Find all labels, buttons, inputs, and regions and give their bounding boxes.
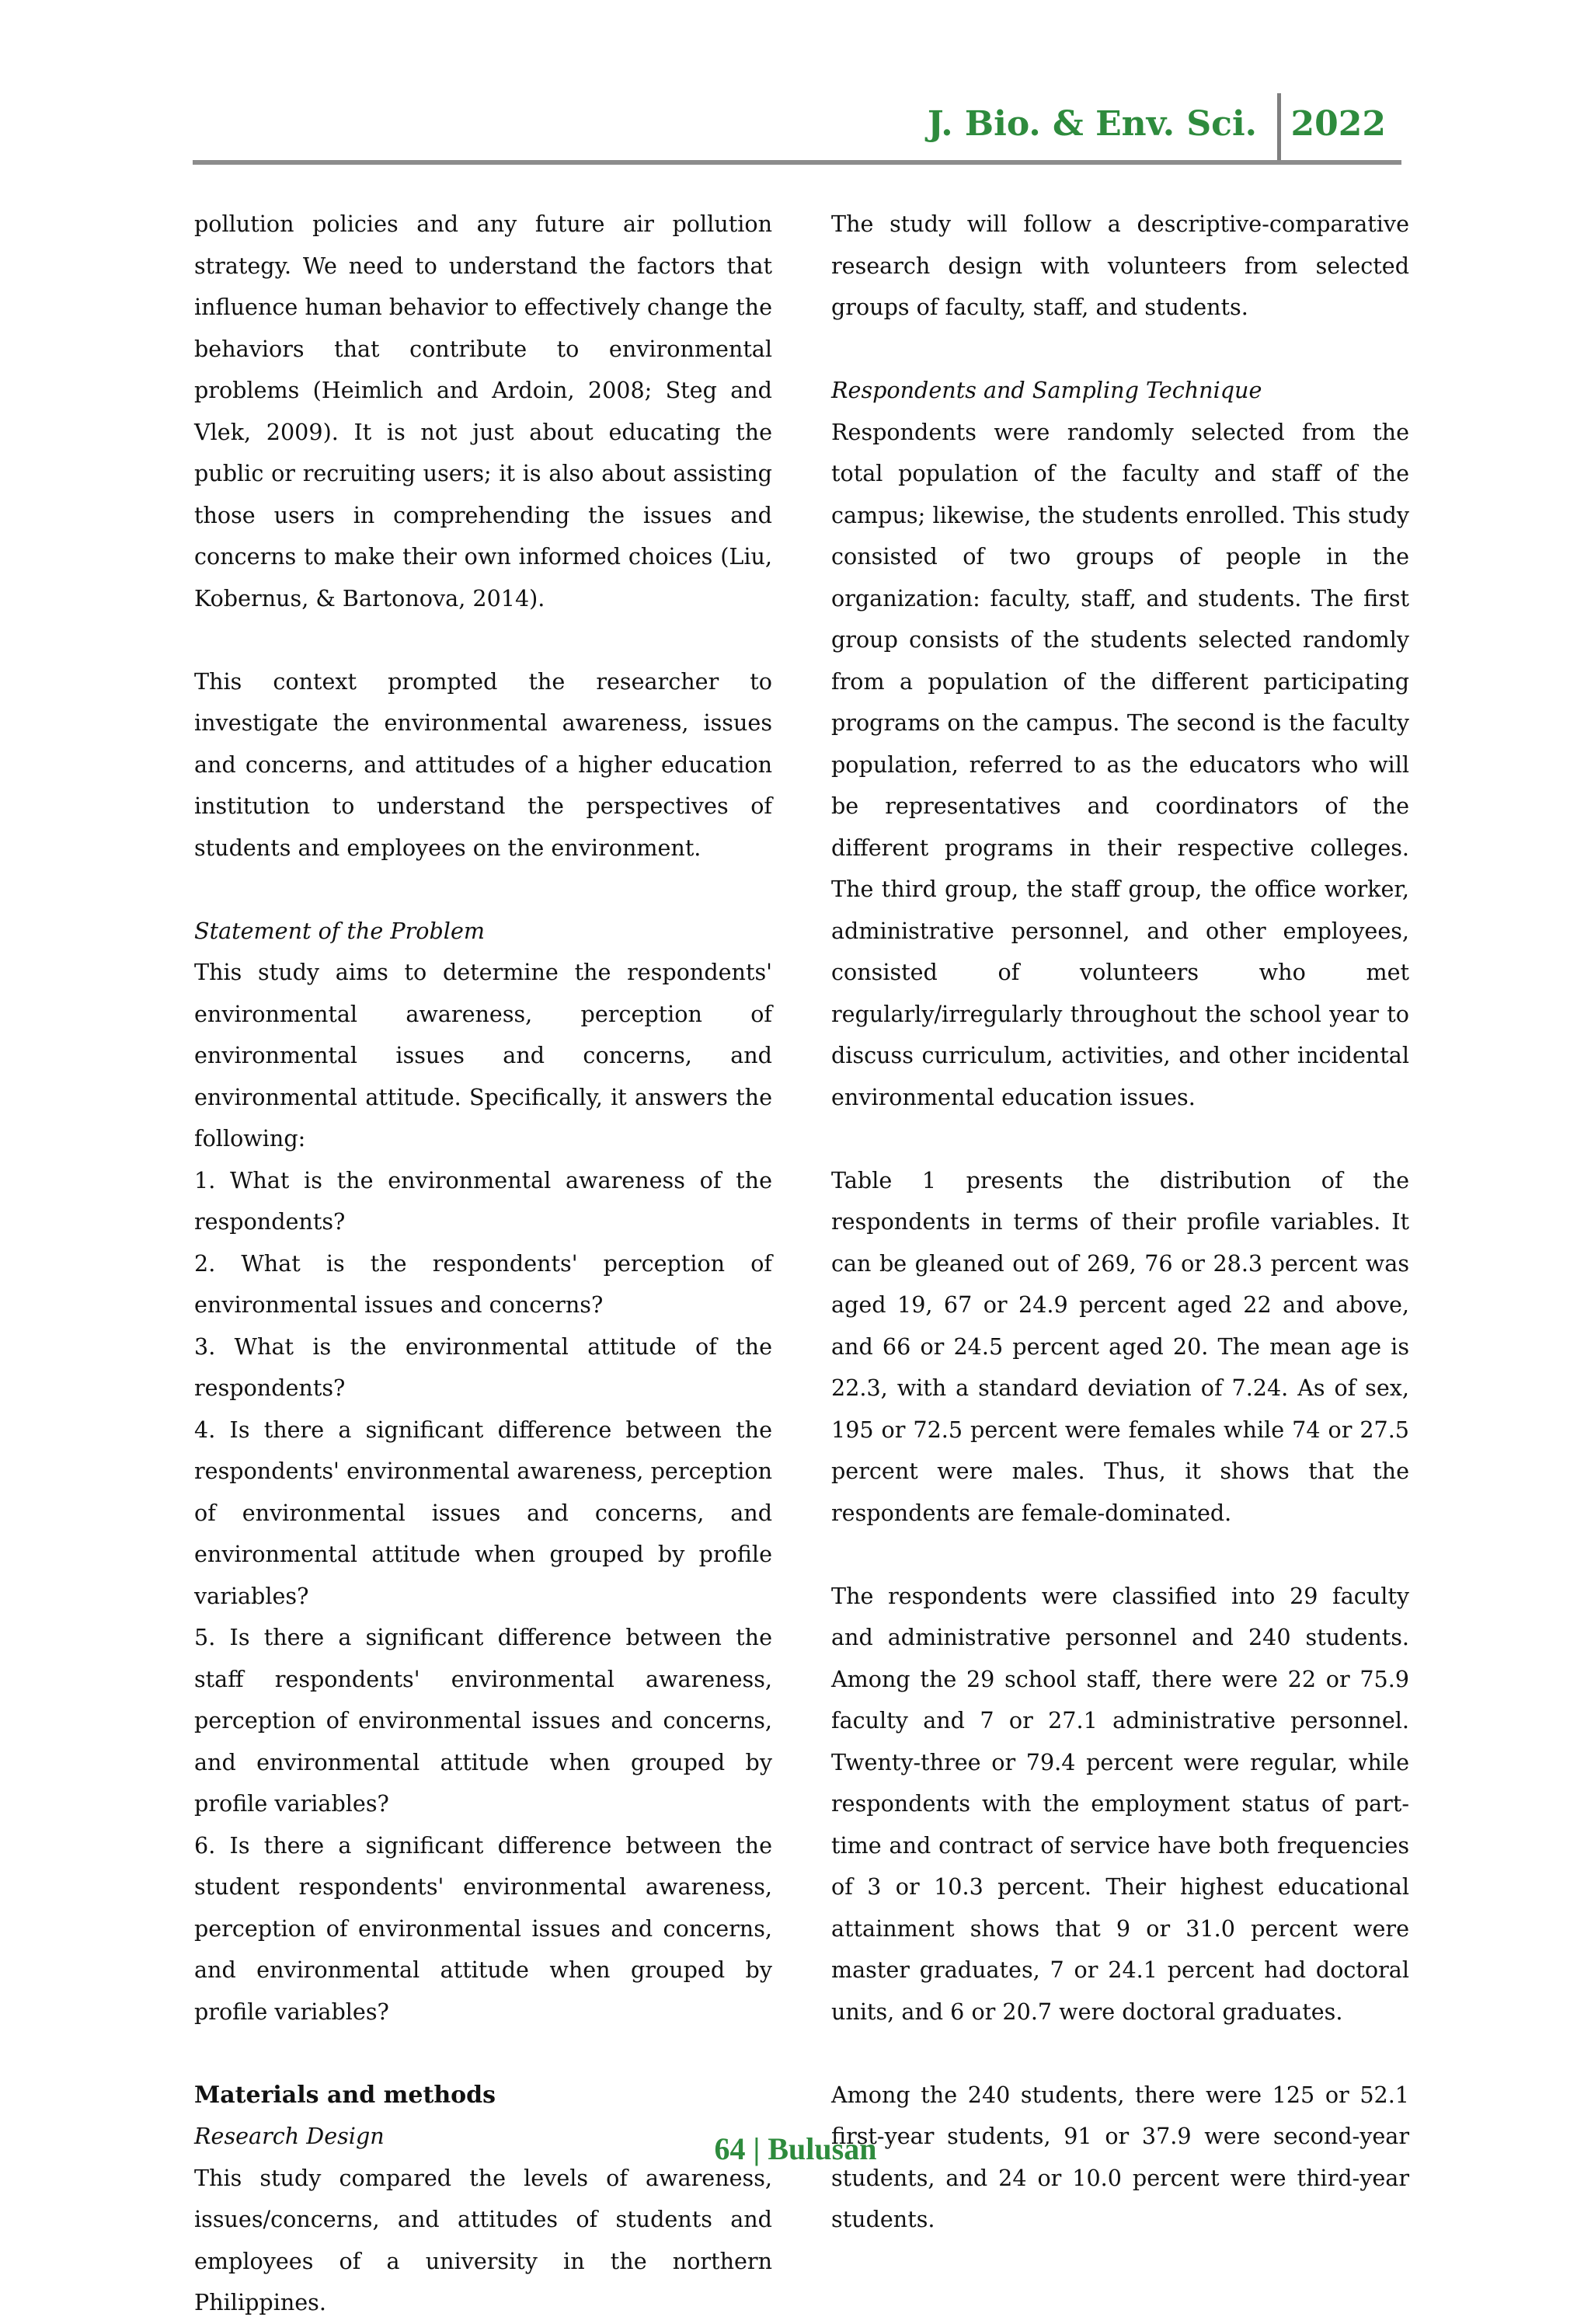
materials-methods-heading: Materials and methods: [194, 2081, 496, 2109]
right-column: [831, 204, 1409, 2241]
research-design-continued-paragraph: The study will follow a descriptive-comparative research design with volunteers from selected groups of faculty, staff, and students.: [831, 211, 1409, 320]
table1-summary-paragraph: Table 1 presents the distribution of the respondents in terms of their profile variables. It can be gleaned out of 269, 76 or 28.3 percent was aged 19, 67 or 24.9 percent aged 22 and above, and 66 or 24.5 percent aged 20. The mean age is 22.3, with a standard deviation of 7.24. As of sex, 195 or 72.5 percent were females while 74 or 27.5 percent were males. Thus, it shows that the respondents are female-dominated.: [831, 1166, 1409, 1526]
running-header: [193, 93, 1401, 165]
journal-title: J. Bio. & Env. Sci.: [927, 104, 1257, 144]
page-footer: 64 | Bulusan: [714, 2131, 877, 2166]
respondents-sampling-paragraph: Respondents were randomly selected from the total population of the faculty and staff of the campus; likewise, the students enrolled. This study consisted of two groups of people in the organization: faculty, staff, and students. The first group consists of the students selected randomly from a population of the different participating programs on the campus. The second is the faculty population, referred to as the educators who will be representatives and coordinators of the different programs in their respective colleges. The third group, the staff group, the office worker, administrative personnel, and other employees, consisted of volunteers who met regularly/irregularly throughout the school year to discuss curriculum, activities, and other incidental environmental education issues.: [831, 418, 1409, 1110]
question-5: 5. Is there a significant difference between the staff respondents' environmental awareness, perception of environmental issues and concerns, and environmental attitude when grouped by profile variables?: [194, 1624, 772, 1817]
header-divider: [1277, 93, 1281, 165]
student-profile-paragraph: Among the 240 students, there were 125 or 52.1 first-year students, 91 or 37.9 were second-year students, and 24 or 10.0 percent were third-year students.: [831, 2081, 1409, 2232]
header-rule: [193, 160, 1401, 165]
research-design-paragraph: This study compared the levels of awareness, issues/concerns, and attitudes of students and employees of a university in the northern Philippines.: [194, 2164, 772, 2315]
question-2: 2. What is the respondents' perception of environmental issues and concerns?: [194, 1249, 772, 1318]
statement-of-problem-heading: Statement of the Problem: [194, 917, 485, 944]
left-column: [194, 204, 772, 2324]
question-4: 4. Is there a significant difference between the respondents' environmental awareness, perception of environmental issues and concerns, and environmental attitude when grouped by profile variables?: [194, 1416, 772, 1609]
intro-continued-paragraph: pollution policies and any future air pollution strategy. We need to understand the factors that influence human behavior to effectively change the behaviors that contribute to environmental problems (Heimlich and Ardoin, 2008; Steg and Vlek, 2009). It is not just about educating the public or recruiting users; it is also about assisting those users in comprehending the issues and concerns to make their own informed choices (Liu, Kobernus, & Bartonova, 2014).: [194, 211, 772, 611]
statement-of-problem-intro: This study aims to determine the respondents' environmental awareness, perception of environmental issues and concerns, and environmental attitude. Specifically, it answers the following:: [194, 959, 772, 1152]
context-paragraph: This context prompted the researcher to investigate the environmental awareness, issues and concerns, and attitudes of a higher education institution to understand the perspectives of students and employees on the environment.: [194, 667, 772, 861]
research-design-heading: Research Design: [194, 2123, 385, 2149]
question-6: 6. Is there a significant difference between the student respondents' environmental awareness, perception of environmental issues and concerns, and environmental attitude when grouped by profile variables?: [194, 1831, 772, 2025]
journal-year: 2022: [1290, 104, 1386, 144]
question-3: 3. What is the environmental attitude of the respondents?: [194, 1333, 772, 1401]
question-1: 1. What is the environmental awareness of the respondents?: [194, 1166, 772, 1235]
staff-profile-paragraph: The respondents were classified into 29 faculty and administrative personnel and 240 students. Among the 29 school staff, there were 22 or 75.9 faculty and 7 or 27.1 administrative personnel. Twenty-three or 79.4 percent were regular, while respondents with the employment status of part-time and contract of service have both frequencies of 3 or 10.3 percent. Their highest educational attainment shows that 9 or 31.0 percent were master graduates, 7 or 24.1 percent had doctoral units, and 6 or 20.7 were doctoral graduates.: [831, 1582, 1409, 2025]
respondents-sampling-heading: Respondents and Sampling Technique: [831, 377, 1262, 403]
